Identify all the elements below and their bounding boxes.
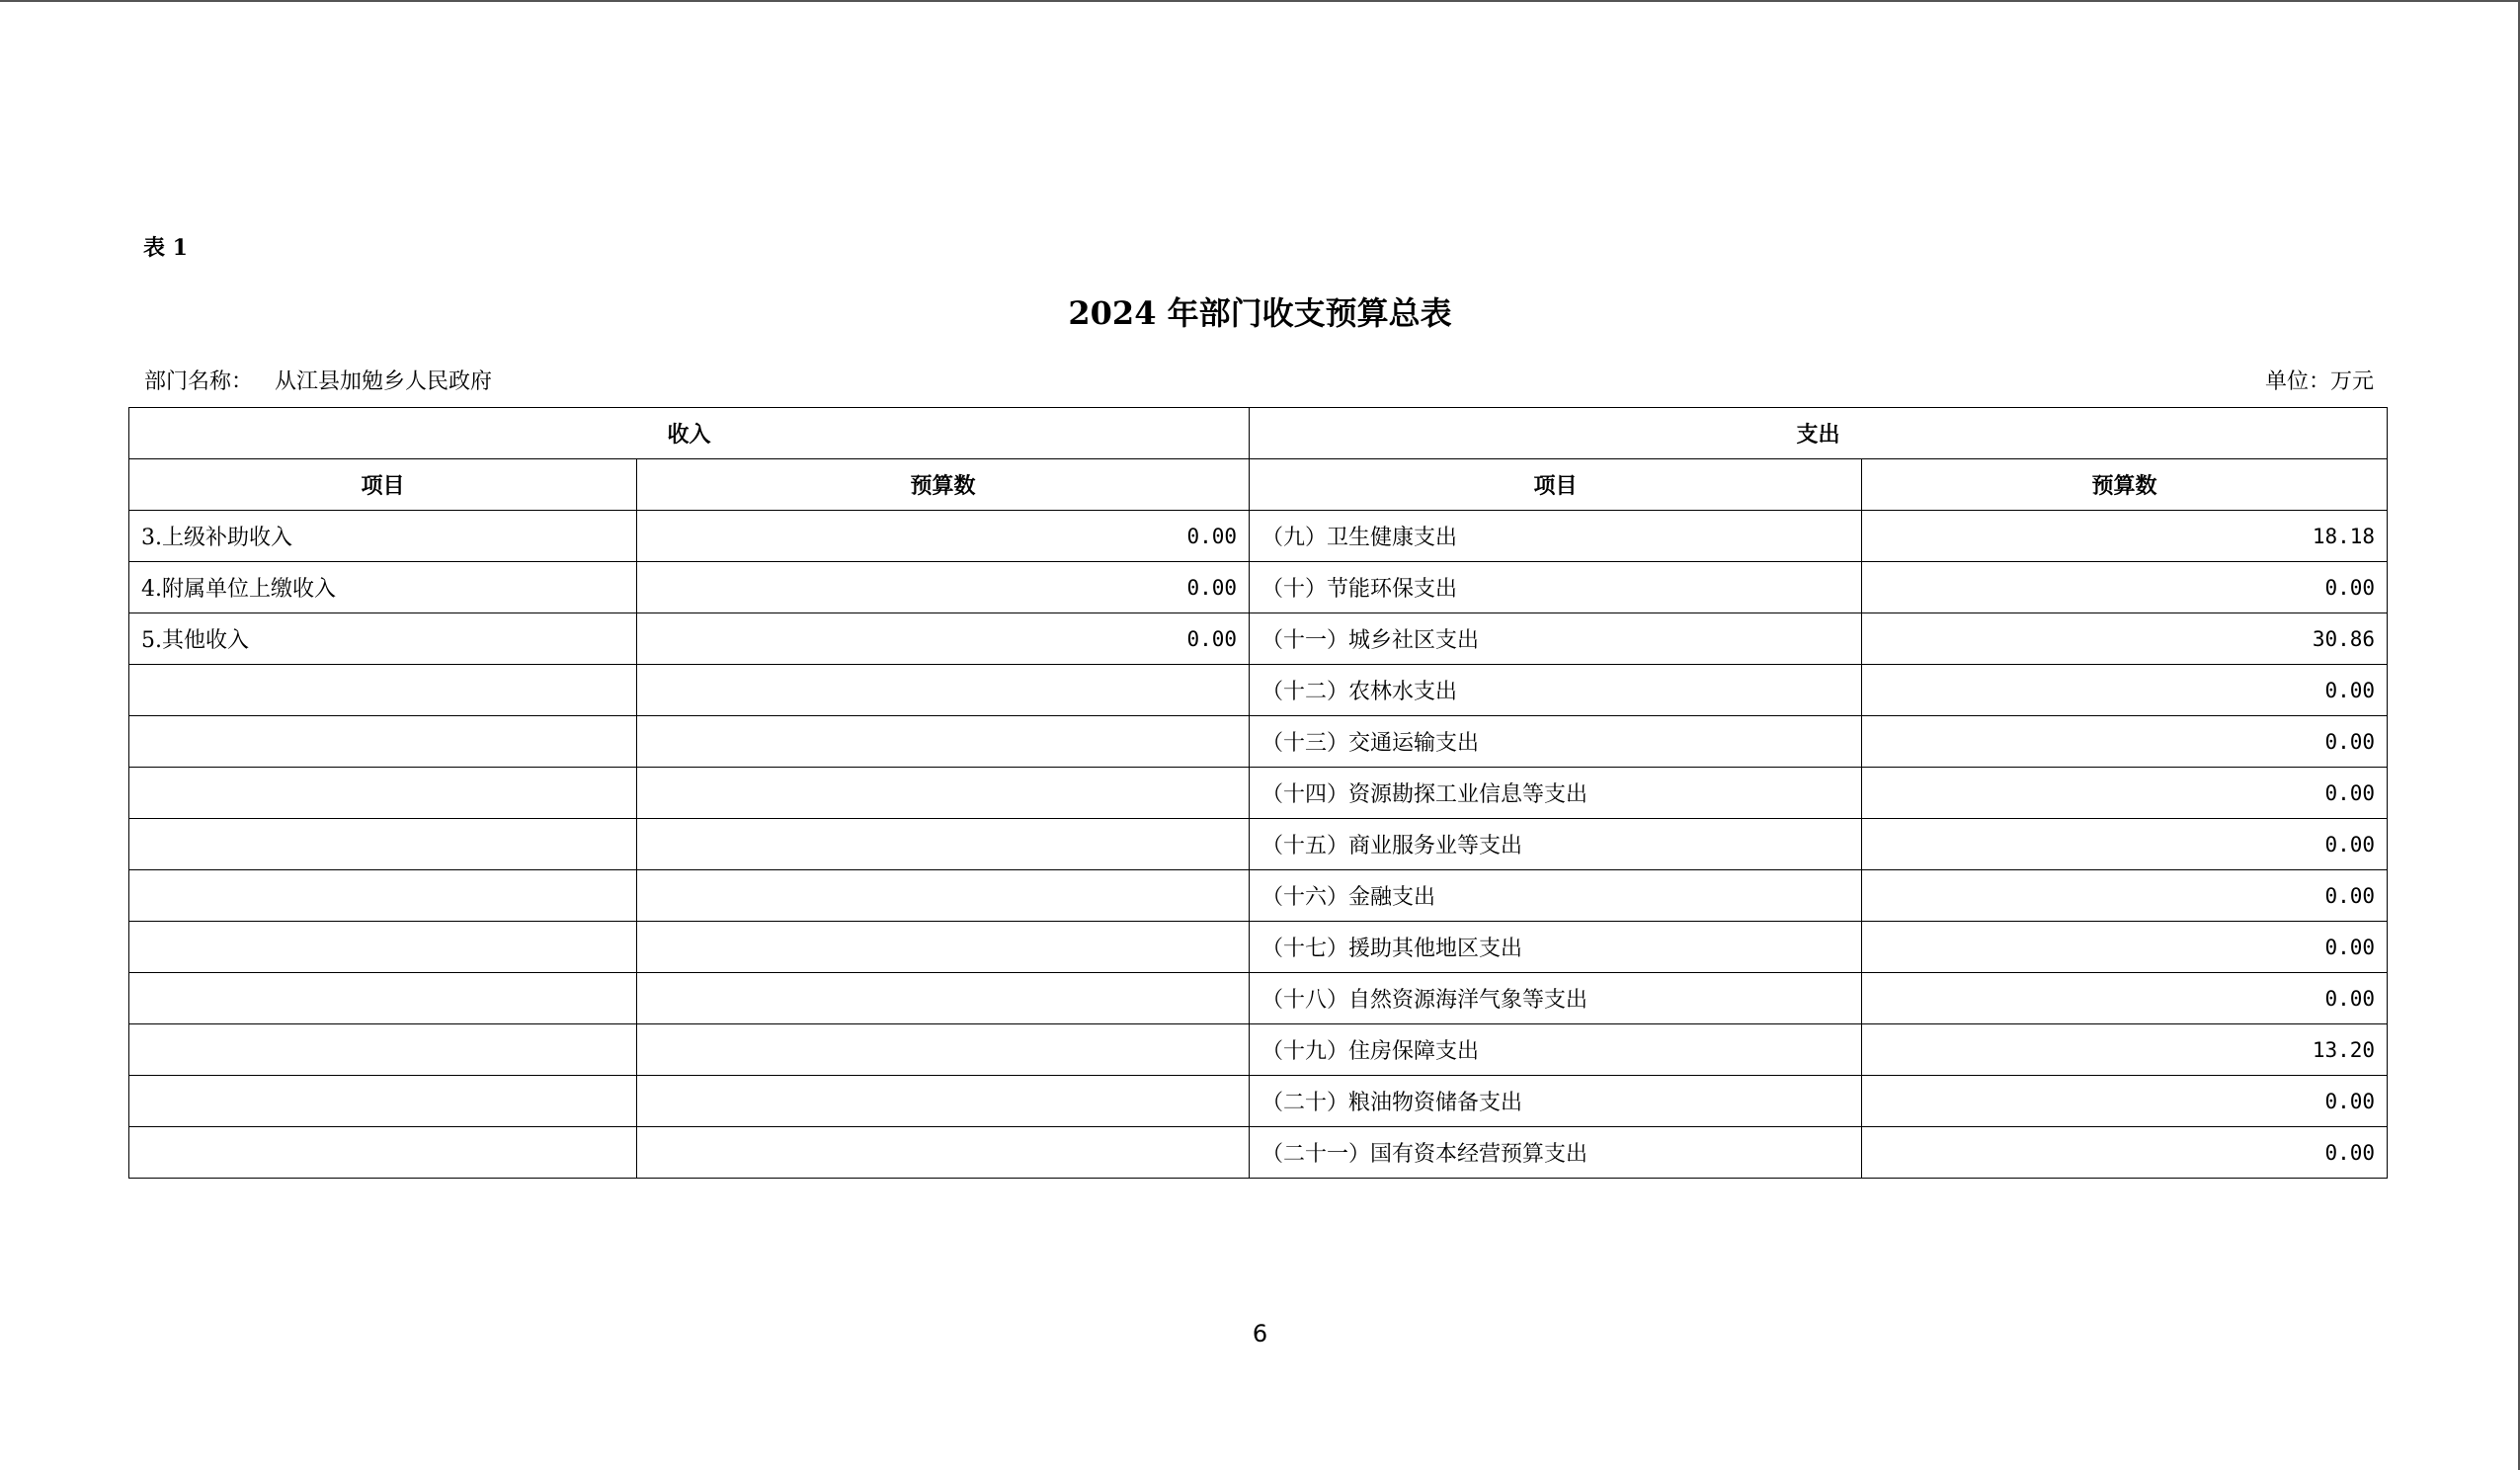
expense-value-cell: 0.00: [1862, 1127, 2388, 1179]
table-row: [129, 1127, 2388, 1179]
expense-value-cell: 0.00: [1862, 870, 2388, 922]
expense-item-cell: （十）节能环保支出: [1250, 562, 1862, 613]
page-title: 2024 年部门收支预算总表: [1068, 294, 1452, 332]
income-item-cell: [129, 716, 637, 768]
table-row: [129, 922, 2388, 973]
unit-label: 单位：万元: [2264, 369, 2374, 394]
expense-value-cell: 0.00: [1862, 922, 2388, 973]
income-item-cell: [129, 922, 637, 973]
income-value-cell: [637, 768, 1250, 819]
expense-item-cell: （十九）住房保障支出: [1250, 1024, 1862, 1076]
expense-value-cell: 0.00: [1862, 819, 2388, 870]
income-item-cell: [129, 870, 637, 922]
income-item-column-header: 项目: [129, 459, 637, 511]
expense-value-cell: 0.00: [1862, 973, 2388, 1024]
income-item-cell: [129, 1024, 637, 1076]
income-item-cell: [129, 768, 637, 819]
income-value-cell: [637, 973, 1250, 1024]
expense-item-cell: （十五）商业服务业等支出: [1250, 819, 1862, 870]
expense-item-cell: （十六）金融支出: [1250, 870, 1862, 922]
expense-value-cell: 30.86: [1862, 613, 2388, 665]
department-label: 部门名称：: [144, 369, 254, 394]
expense-value-cell: 0.00: [1862, 716, 2388, 768]
table-row: [129, 511, 2388, 562]
income-value-cell: [637, 922, 1250, 973]
table-row: [129, 665, 2388, 716]
income-item-cell: [129, 1127, 637, 1179]
expense-value-cell: 13.20: [1862, 1024, 2388, 1076]
income-value-cell: [637, 819, 1250, 870]
table-row: [129, 1024, 2388, 1076]
table-row: [129, 1076, 2388, 1127]
income-value-cell: [637, 665, 1250, 716]
table-number: 表 1: [143, 235, 188, 261]
income-item-cell: [129, 665, 637, 716]
budget-table: [128, 407, 2388, 1179]
expense-value-cell: 0.00: [1862, 665, 2388, 716]
income-item-cell: [129, 973, 637, 1024]
income-value-cell: 0.00: [637, 511, 1250, 562]
expense-item-cell: （十八）自然资源海洋气象等支出: [1250, 973, 1862, 1024]
expense-item-cell: （十二）农林水支出: [1250, 665, 1862, 716]
expense-value-cell: 18.18: [1862, 511, 2388, 562]
income-header: 收入: [129, 408, 1250, 459]
table-column-header-row: [129, 459, 2388, 511]
department-value: 从江县加勉乡人民政府: [275, 369, 493, 394]
department-line: [144, 365, 492, 395]
income-value-cell: [637, 1127, 1250, 1179]
table-row: [129, 613, 2388, 665]
expense-item-cell: （十一）城乡社区支出: [1250, 613, 1862, 665]
income-value-cell: [637, 716, 1250, 768]
expense-item-cell: （十七）援助其他地区支出: [1250, 922, 1862, 973]
expense-value-cell: 0.00: [1862, 1076, 2388, 1127]
income-item-cell: 3.上级补助收入: [129, 511, 637, 562]
expense-budget-column-header: 预算数: [1862, 459, 2388, 511]
income-item-cell: 5.其他收入: [129, 613, 637, 665]
table-group-header-row: [129, 408, 2388, 459]
table-row: [129, 562, 2388, 613]
expense-item-cell: （十三）交通运输支出: [1250, 716, 1862, 768]
table-row: [129, 768, 2388, 819]
page-border-top: [0, 0, 2520, 2]
expense-item-cell: （二十一）国有资本经营预算支出: [1250, 1127, 1862, 1179]
income-item-cell: [129, 819, 637, 870]
income-value-cell: 0.00: [637, 562, 1250, 613]
expense-item-column-header: 项目: [1250, 459, 1862, 511]
income-value-cell: [637, 870, 1250, 922]
expense-item-cell: （二十）粮油物资储备支出: [1250, 1076, 1862, 1127]
expense-header: 支出: [1250, 408, 2388, 459]
income-value-cell: [637, 1024, 1250, 1076]
expense-value-cell: 0.00: [1862, 562, 2388, 613]
expense-item-cell: （九）卫生健康支出: [1250, 511, 1862, 562]
income-budget-column-header: 预算数: [637, 459, 1250, 511]
income-item-cell: 4.附属单位上缴收入: [129, 562, 637, 613]
expense-item-cell: （十四）资源勘探工业信息等支出: [1250, 768, 1862, 819]
expense-value-cell: 0.00: [1862, 768, 2388, 819]
page-number: 6: [1252, 1320, 1268, 1348]
table-row: [129, 819, 2388, 870]
table-row: [129, 716, 2388, 768]
income-item-cell: [129, 1076, 637, 1127]
table-row: [129, 870, 2388, 922]
table-row: [129, 973, 2388, 1024]
income-value-cell: 0.00: [637, 613, 1250, 665]
income-value-cell: [637, 1076, 1250, 1127]
table-body: [129, 511, 2388, 1179]
